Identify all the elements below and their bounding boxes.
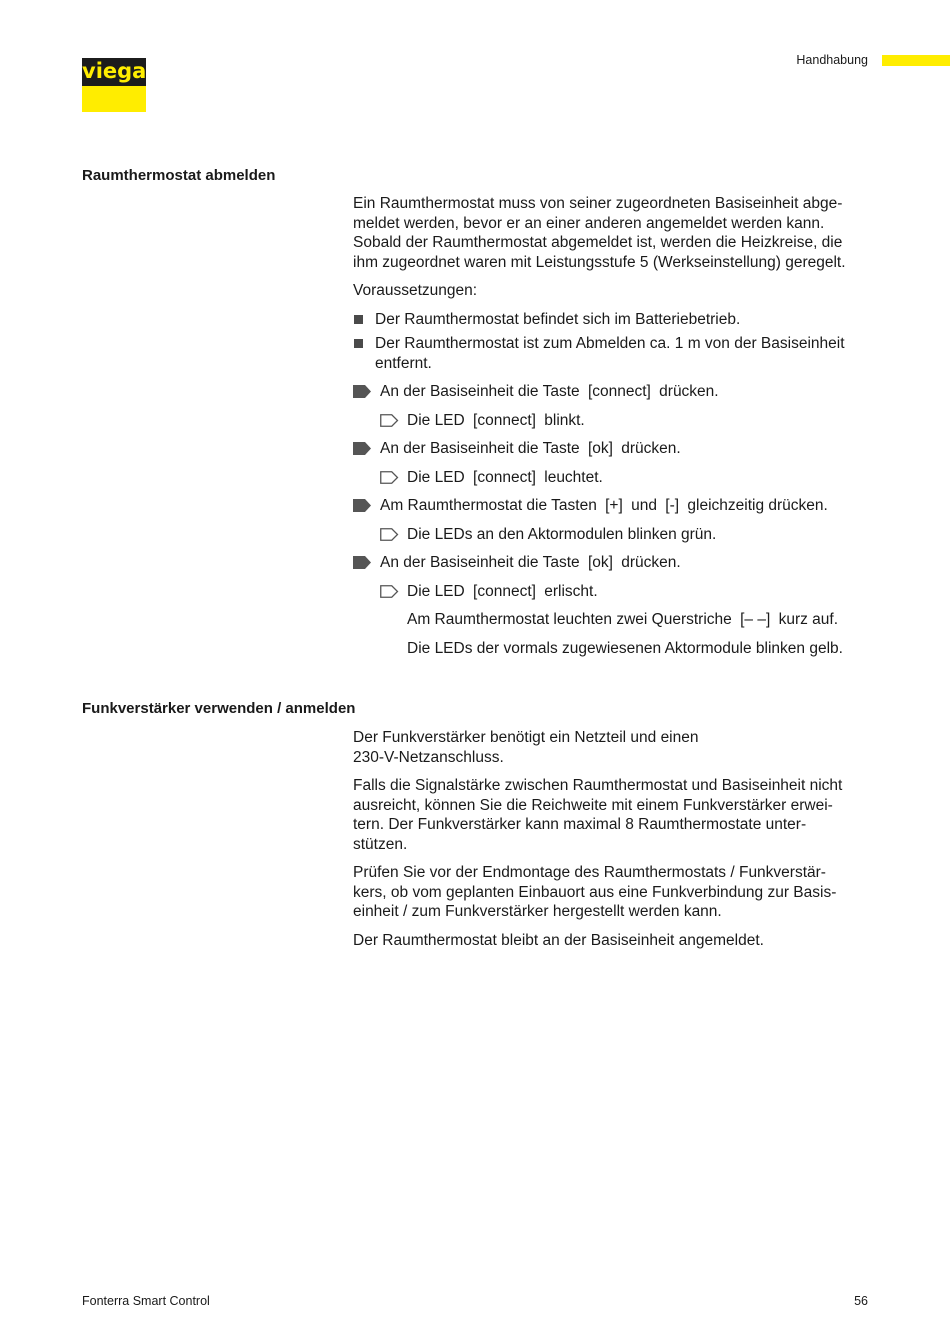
- result-step: Die LED [connect] erlischt.: [353, 582, 873, 602]
- result-arrow-icon: [380, 585, 399, 598]
- result-step: Die LEDs an den Aktormodulen blinken grün.: [353, 525, 873, 545]
- action-step: An der Basiseinheit die Taste [ok] drücken.: [353, 439, 873, 459]
- logo-yellow-block: [82, 86, 146, 112]
- section2-content: [353, 728, 873, 950]
- list-item: Der Raumthermostat ist zum Abmelden ca. 1 m von der Basiseinheit entfernt.: [353, 334, 873, 373]
- result-arrow-icon: [380, 471, 399, 484]
- header-section-label: Handhabung: [796, 53, 868, 67]
- paragraph: Prüfen Sie vor der Endmontage des Raumthermostats / Funkverstär- kers, ob vom geplanten Einbauort aus eine Funkverbindung zur Basis- einheit / zum Funkverstärker hergestellt werden kann.: [353, 864, 837, 920]
- square-bullet-icon: [354, 339, 363, 348]
- result-continuation: Am Raumthermostat leuchten zwei Querstriche [– –] kurz auf.: [407, 611, 839, 628]
- prereq-label: Voraussetzungen:: [353, 282, 478, 299]
- action-arrow-icon: [353, 385, 372, 398]
- action-step: An der Basiseinheit die Taste [connect] drücken.: [353, 382, 873, 402]
- result-step: Die LED [connect] leuchtet.: [353, 468, 873, 488]
- result-arrow-icon: [380, 528, 399, 541]
- header-accent-bar: [882, 55, 950, 66]
- paragraph: Der Funkverstärker benötigt ein Netzteil und einen 230-V-Netzanschluss.: [353, 729, 699, 766]
- square-bullet-icon: [354, 315, 363, 324]
- paragraph: Der Raumthermostat bleibt an der Basiseinheit angemeldet.: [353, 931, 764, 949]
- footer-page-number: 56: [854, 1294, 868, 1308]
- action-step: Am Raumthermostat die Tasten [+] und [-] gleichzeitig drücken.: [353, 496, 873, 516]
- logo-wordmark: viega: [82, 59, 147, 83]
- section-title-abmelden: Raumthermostat abmelden: [82, 167, 276, 184]
- list-item: Der Raumthermostat befindet sich im Batteriebetrieb.: [353, 310, 873, 330]
- footer-product-name: Fonterra Smart Control: [82, 1294, 210, 1308]
- action-step: An der Basiseinheit die Taste [ok] drücken.: [353, 553, 873, 573]
- action-arrow-icon: [353, 442, 372, 455]
- section1-content: [353, 194, 873, 658]
- result-arrow-icon: [380, 414, 399, 427]
- result-step: Die LED [connect] blinkt.: [353, 411, 873, 431]
- result-continuation: Die LEDs der vormals zugewiesenen Aktormodule blinken gelb.: [407, 639, 843, 657]
- paragraph: Falls die Signalstärke zwischen Raumthermostat und Basiseinheit nicht ausreicht, können Sie die Reichweite mit einem Funkverstärker erwei- tern. Der Funkverstärker kann maximal 8 Raumthermostate unter- stützen.: [353, 777, 843, 853]
- action-arrow-icon: [353, 556, 372, 569]
- section-title-funkverstaerker: Funkverstärker verwenden / anmelden: [82, 700, 356, 717]
- action-arrow-icon: [353, 499, 372, 512]
- intro-paragraph: Ein Raumthermostat muss von seiner zugeordneten Basiseinheit abge- meldet werden, bevor er an einer anderen angemeldet werden kann. Sobald der Raumthermostat abgemeldet ist, werden die Heizkreise, die ihm zugeordnet waren mit Leistungsstufe 5 (Werkseinstellung) geregelt.: [353, 195, 846, 271]
- viega-logo: [82, 58, 146, 112]
